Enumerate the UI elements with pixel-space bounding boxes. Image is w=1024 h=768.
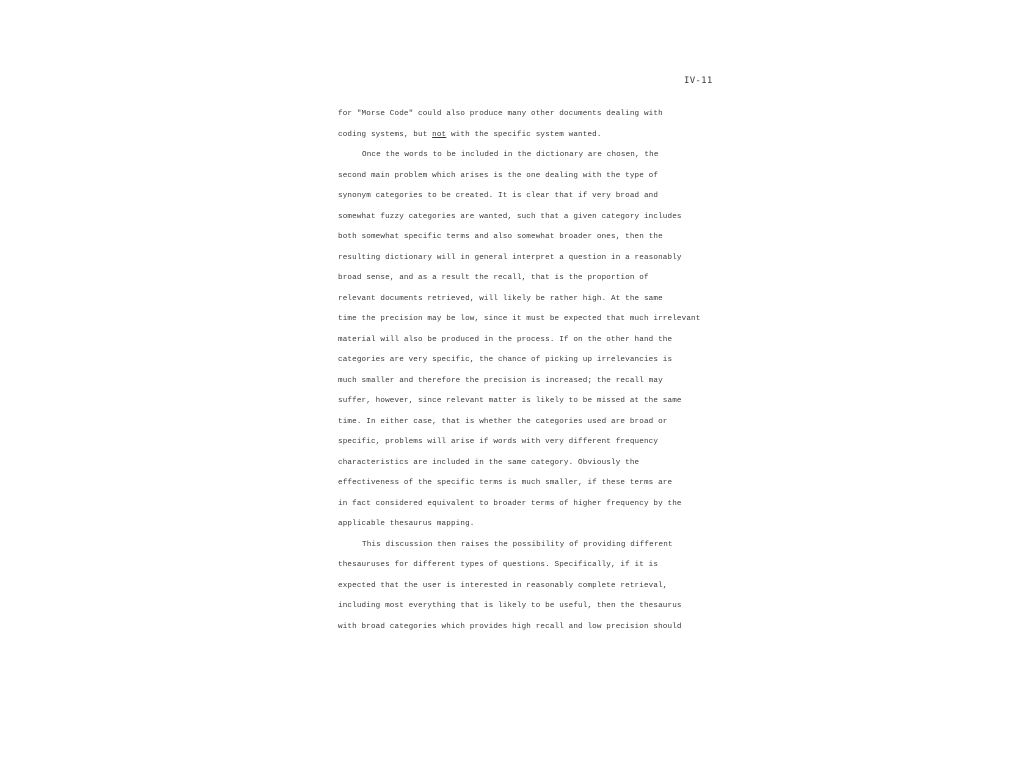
text-line: characteristics are included in the same category. Obviously the [338, 458, 640, 467]
paragraph-first-line: Once the words to be included in the dictionary are chosen, the [362, 151, 659, 159]
text-line: resulting dictionary will in general interpret a question in a reasonably [338, 253, 682, 262]
text-line: both somewhat specific terms and also somewhat broader ones, then the [338, 233, 663, 241]
body-text [338, 104, 718, 637]
text-line: suffer, however, since relevant matter is likely to be missed at the same [338, 397, 682, 405]
text-line: much smaller and therefore the precision is increased; the recall may [338, 376, 663, 385]
text-line: somewhat fuzzy categories are wanted, such that a given category includes [338, 212, 682, 221]
text-line: expected that the user is interested in reasonably complete retrieval, [338, 581, 668, 590]
underlined-word: not [432, 130, 447, 139]
text-line: synonym categories to be created. It is clear that if very broad and [338, 192, 659, 200]
text-line: second main problem which arises is the one dealing with the type of [338, 171, 659, 180]
text-line: categories are very specific, the chance of picking up irrelevancies is [338, 356, 673, 364]
paragraph-first-line: This discussion then raises the possibility of providing different [362, 540, 673, 549]
text-line: including most everything that is likely to be useful, then the thesaurus [338, 602, 682, 610]
text-line: applicable thesaurus mapping. [338, 520, 475, 528]
text-line: effectiveness of the specific terms is much smaller, if these terms are [338, 479, 673, 487]
text-line: time. In either case, that is whether the categories used are broad or [338, 417, 668, 426]
text-line: with broad categories which provides high recall and low precision should [338, 622, 682, 631]
text-line: material will also be produced in the process. If on the other hand the [338, 335, 673, 344]
text-line-with-emphasis: coding systems, but not with the specific system wanted. [338, 130, 602, 139]
text-line: time the precision may be low, since it must be expected that much irrelevant [338, 315, 701, 323]
text-line: in fact considered equivalent to broader terms of higher frequency by the [338, 499, 682, 508]
text-line: relevant documents retrieved, will likely be rather high. At the same [338, 294, 663, 303]
text-line: for "Morse Code" could also produce many other documents dealing with [338, 110, 663, 118]
text-line: specific, problems will arise if words with very different frequency [338, 438, 659, 446]
text-line: broad sense, and as a result the recall, that is the proportion of [338, 274, 649, 282]
text-line: thesauruses for different types of questions. Specifically, if it is [338, 561, 659, 569]
page-number: IV-11 [684, 76, 713, 86]
